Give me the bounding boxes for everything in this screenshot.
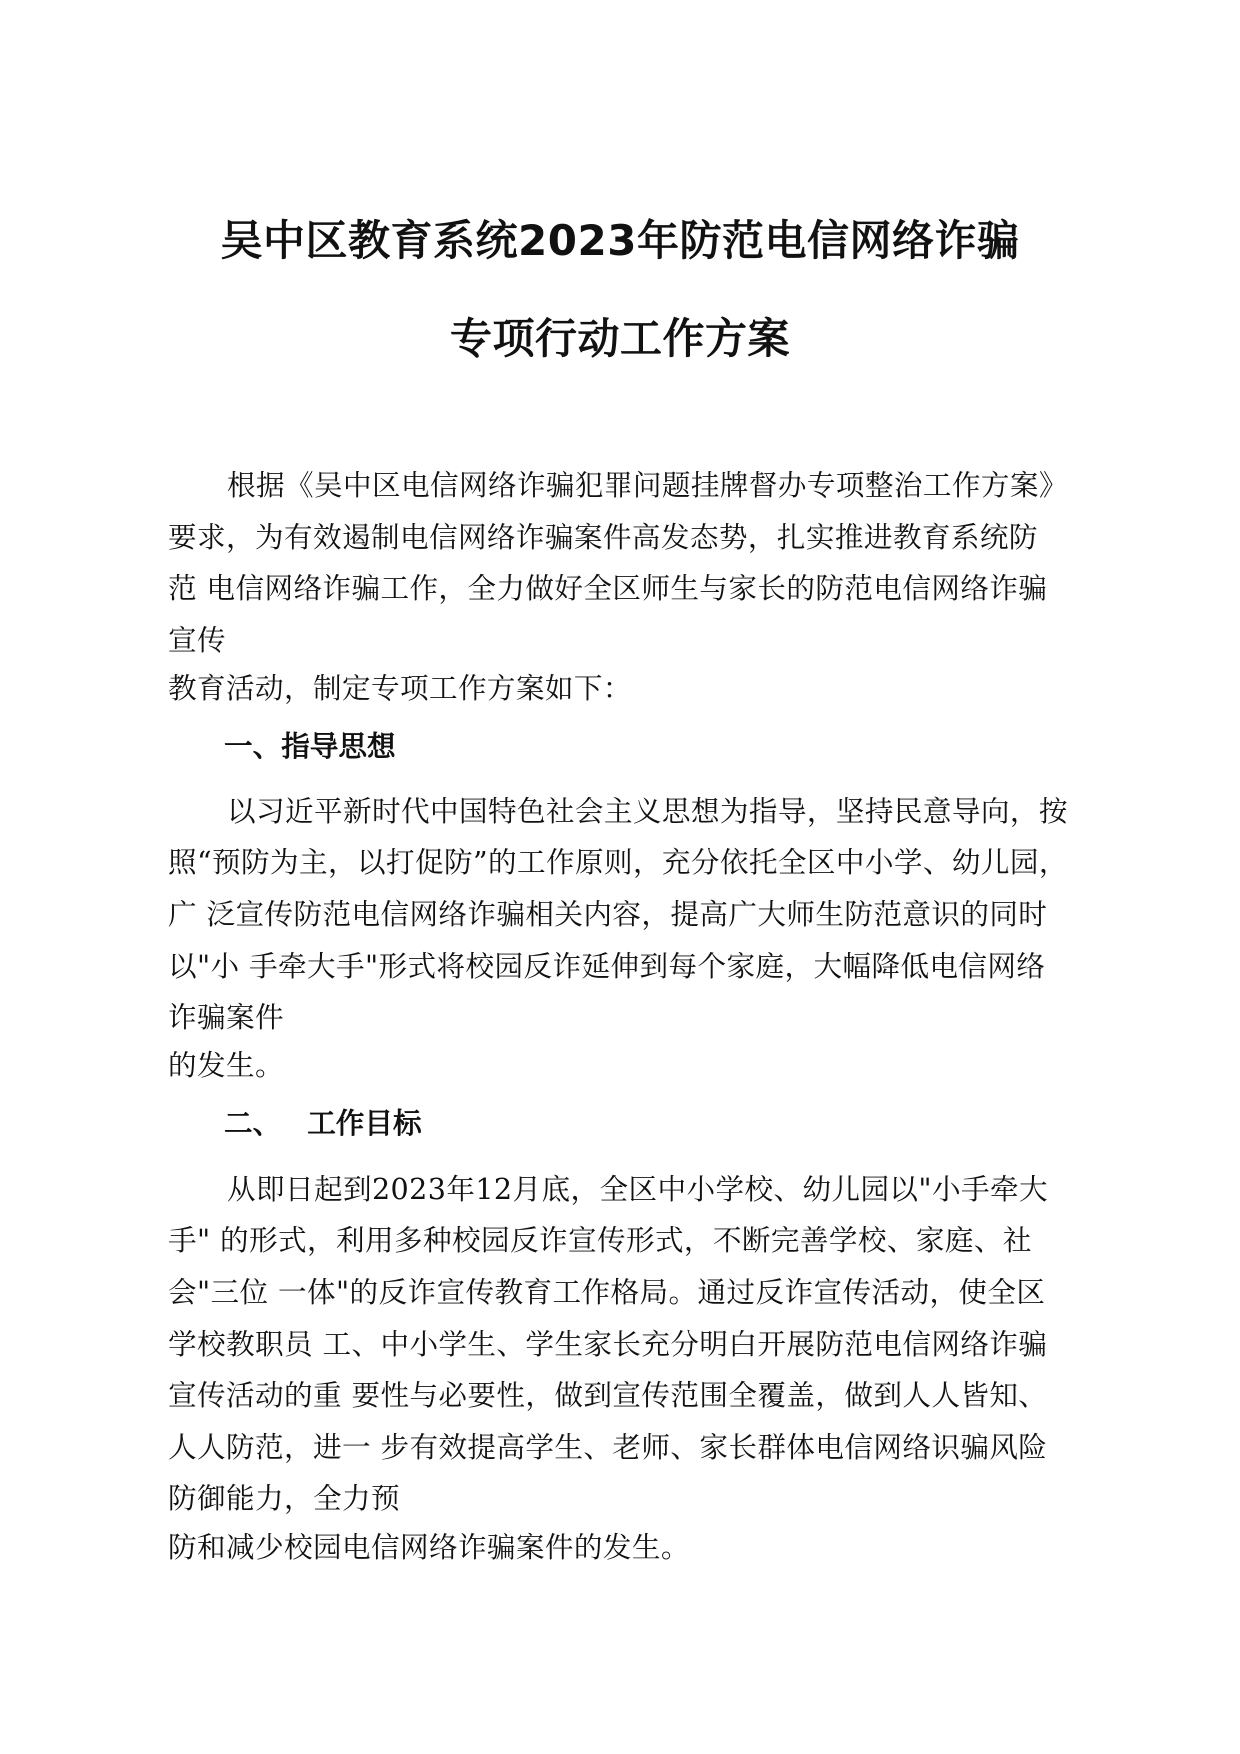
section2-line: 防和减少校园电信网络诈骗案件的发生。: [168, 1530, 690, 1564]
section2-line: 学校教职员 工、中小学生、学生家长充分明白开展防范电信网络诈骗: [168, 1327, 1048, 1361]
section-title: 工作目标: [307, 1106, 422, 1140]
section2-line: 从即日起到2023年12月底，全区中小学校、幼儿园以"小手牵大: [227, 1172, 1048, 1206]
section-heading-1: [224, 726, 396, 766]
intro-line: 宣传: [168, 623, 226, 657]
section1-line: 以"小 手牵大手"形式将校园反诈延伸到每个家庭，大幅降低电信网络: [168, 949, 1046, 983]
section1-line: 的发生。: [168, 1048, 284, 1082]
section-heading-2: [224, 1103, 422, 1143]
section2-line: 防御能力，全力预: [168, 1481, 400, 1515]
section2-line: 宣传活动的重 要性与必要性，做到宣传范围全覆盖，做到人人皆知、: [168, 1378, 1048, 1412]
document-title-line-2: 专项行动工作方案: [449, 314, 790, 363]
intro-line: 教育活动，制定专项工作方案如下：: [168, 671, 632, 705]
intro-line: 根据《吴中区电信网络诈骗犯罪问题挂牌督办专项整治工作方案》: [227, 468, 1068, 502]
section1-line: 诈骗案件: [168, 1000, 284, 1034]
intro-line: 要求，为有效遏制电信网络诈骗案件高发态势，扎实推进教育系统防: [168, 520, 1038, 554]
section2-line: 会"三位 一体"的反诈宣传教育工作格局。通过反诈宣传活动，使全区: [168, 1275, 1046, 1309]
document-title-line-1: 吴中区教育系统2023年防范电信网络诈骗: [220, 216, 1020, 265]
intro-line: 范 电信网络诈骗工作，全力做好全区师生与家长的防范电信网络诈骗: [168, 571, 1048, 605]
section1-line: 以习近平新时代中国特色社会主义思想为指导，坚持民意导向，按: [227, 794, 1068, 828]
section1-line: 照“预防为主，以打促防”的工作原则，充分依托全区中小学、幼儿园，: [168, 845, 1068, 879]
section-number: 二、: [224, 1106, 282, 1140]
section2-line: 人人防范，进一 步有效提高学生、老师、家长群体电信网络识骗风险: [168, 1430, 1048, 1464]
section1-line: 广 泛宣传防范电信网络诈骗相关内容，提高广大师生防范意识的同时: [168, 897, 1048, 931]
section-title: 指导思想: [281, 729, 396, 763]
section-number: 一、: [224, 729, 282, 763]
section2-line: 手" 的形式，利用多种校园反诈宣传形式，不断完善学校、家庭、社: [168, 1223, 1032, 1257]
